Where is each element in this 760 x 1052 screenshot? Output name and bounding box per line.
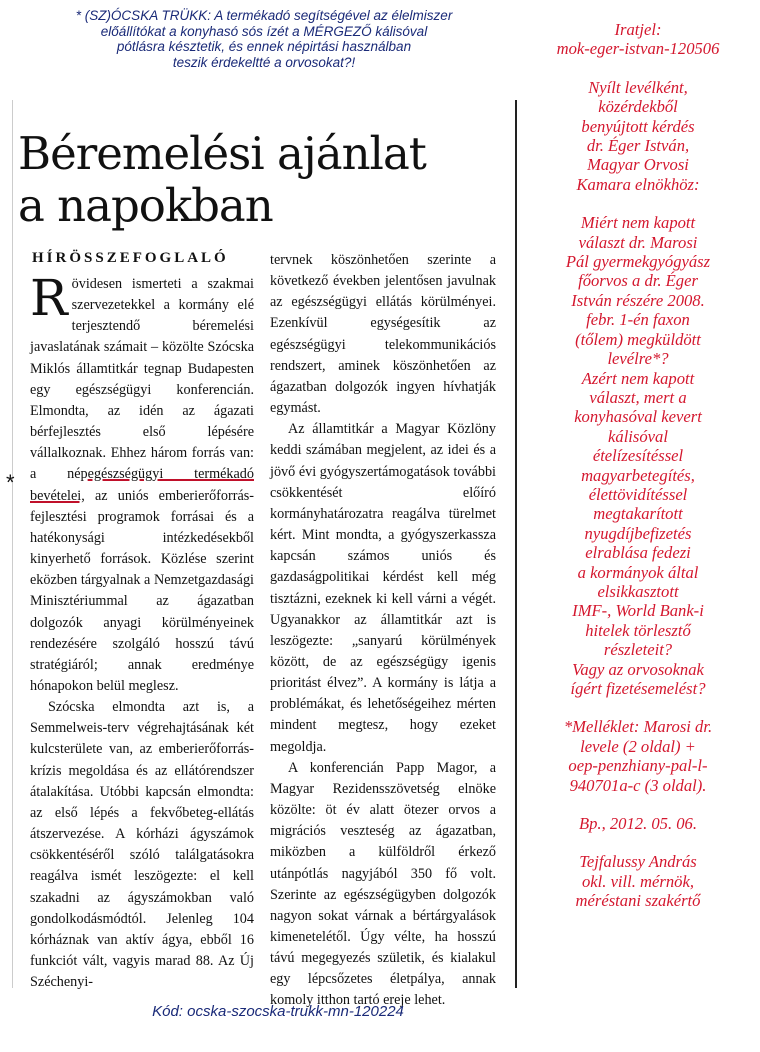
- top-note-line: előállítókat a konyhasó sós ízét a MÉRGEZŐ kálisóval: [100, 23, 428, 39]
- panel-line: Kamara elnökhöz:: [576, 174, 700, 194]
- panel-line: levele (2 oldal) +: [580, 736, 696, 756]
- panel-line: megtakarított: [593, 504, 683, 524]
- panel-line: Azért nem kapott: [581, 368, 695, 388]
- panel-line: a kormányok által: [577, 562, 699, 582]
- panel-line: Vagy az orvosoknak: [572, 659, 704, 679]
- article-paragraph: Az államtitkár a Magyar Közlöny keddi számában megjelent, az idei és a jövő évi gyógyszertámogatások további csökkentését előíró kormányhatározatra reagálva türelmet kért. Mint mondta, a gyógyszerkassza kapcsán számos uniós és gazdaságpolitikai kérdést kell még tisztázni, ezeknek ki kell várni a végét. Ugyanakkor az államtitkár azt is leszögezte: „sanyarú körülmények között, de az egészségügy igenis prioritást élvez”. A kormány is látja a problémákat, és lehetőségeihez mérten mindent megtesz, hogy ezeket megoldja.: [270, 421, 496, 755]
- panel-line: Miért nem kapott: [580, 213, 696, 233]
- panel-line: élettövidítéssel: [588, 484, 688, 504]
- panel-line: választ, mert a: [589, 387, 687, 407]
- article-paragraph: tervnek köszönhetően szerinte a következő években jelentősen javulnak az egészségügyi ellátás körülményei. Ezenkívül egységesítik az egészségügyi telekommunikációs rendszert, aminek köszönhetően az ágazatban dolgozók ingyen hívhatják egymást.: [270, 252, 496, 417]
- dropcap: R: [30, 269, 68, 327]
- asterisk-marker: *: [6, 470, 15, 495]
- panel-line: ételízesítéssel: [592, 446, 684, 466]
- panel-line: magyarbetegítés,: [581, 465, 695, 485]
- article-byline: HÍRÖSSZEFOGLALÓ: [32, 250, 229, 266]
- panel-line: konyhasóval kevert: [574, 407, 702, 427]
- panel-line: méréstani szakértő: [575, 891, 701, 911]
- panel-line: választ dr. Marosi: [578, 232, 698, 252]
- panel-gap: [520, 194, 756, 213]
- panel-line: febr. 1-én faxon: [586, 310, 690, 330]
- panel-gap: [520, 795, 756, 814]
- panel-line: nyugdíjbefizetés: [584, 523, 692, 543]
- panel-line: Iratjel:: [614, 20, 662, 39]
- headline-line: a napokban: [18, 179, 273, 233]
- panel-gap: [520, 833, 756, 852]
- top-note-line: pótlásra késztetik, és ennek népirtási használban: [116, 39, 412, 54]
- panel-line: kálisóval: [608, 426, 668, 446]
- top-note: [14, 8, 514, 70]
- panel-line: IMF-, World Bank-i: [572, 601, 704, 621]
- panel-line: ígért fizetésemelést?: [570, 679, 706, 698]
- panel-line: elsikkasztott: [597, 581, 679, 601]
- panel-line: hitelek törlesztő: [585, 620, 691, 640]
- article-headline: [18, 128, 498, 232]
- panel-line: elrablása fedezi: [585, 543, 691, 563]
- panel-line: okl. vill. mérnök,: [582, 871, 694, 891]
- article-column-right: [270, 250, 496, 1012]
- panel-line: Nyílt levélként,: [588, 77, 688, 97]
- panel-paragraph: [520, 78, 756, 194]
- panel-gap: [520, 59, 756, 78]
- article-paragraph: A konferencián Papp Magor, a Magyar Rezidensszövetség elnöke közölte: öt év alatt ötezer orvos a migrációs veszteség az ágazatban, miközben a külföldről érkező utánpótlás nagyjából 350 fő volt. Szerinte az egészségügyben dolgozók nagyon sokat várnak a bértárgyalások kimenetelétől. Úgy vélte, ha hosszú távú megegyezés születik, és kialakul egy lépcsőzetes életpálya, annak komoly itthon tartó ereje lehet.: [270, 759, 496, 1009]
- panel-line: István részére 2008.: [571, 290, 705, 310]
- panel-paragraph: [520, 20, 756, 59]
- panel-paragraph: [520, 717, 756, 795]
- top-note-line: * (SZ)ÓCSKA TRÜKK: A termékadó segítségével az élelmiszer: [75, 8, 453, 23]
- headline-line: Béremelési ajánlat: [18, 127, 426, 181]
- panel-paragraph: [520, 852, 756, 910]
- article-text: övidesen ismerteti a szakmai szervezetekkel a kormány elé terjesztendő béremelési javaslatának számait – közölte Szócska Miklós államtitkár tegnap Budapesten egy egészségügyi konferencián. Elmondta, az idén az ágazati bérfejlesztés első lépésére vállalkoznak. Ehhez három forrás van: a népegészségügyi termékadó bevételei, az uniós emberierőforrás-fejlesztési programok forrásai és a hatékonysági intézkedésekből kinyerhető források. Közlése szerint eközben tárgyalnak a Nemzetgazdasági Minisztériummal az ágazatban dolgozók anyagi körülményeinek rendezésére szolgáló hosszú távú stratégiáról; annak eredménye hónapokon belül meglesz.: [30, 276, 254, 694]
- panel-line: Bp., 2012. 05. 06.: [579, 814, 697, 834]
- panel-line: főorvos a dr. Éger: [578, 271, 698, 291]
- panel-line: közérdekből: [598, 97, 678, 117]
- article-paragraph: [30, 269, 254, 697]
- panel-line: (tőlem) megküldött: [575, 329, 701, 349]
- article-paragraph: Szócska elmondta azt is, a Semmelweis-terv végrehajtásának két kulcsterülete van, az emberierőforrás-krízis megoldása és az ellátórendszer átalakítása. Utóbbi kapcsán elmondta: az első lépés a fekvőbeteg-ellátás átszervezése. A kórházi ágyszámok csökkentéséről szóló találgatásokra reagálva ismét leszögezte: el kell szakadni az ágyszámokban való gondolkodásmódtól. Jelenleg 104 kórháznak van aktív ágya, ebből 16 funkciót vált, vagyis marad 88. Az Új Széchenyi-: [30, 699, 254, 991]
- panel-line: benyújtott kérdés: [581, 116, 695, 136]
- code-caption: Kód: ocska-szocska-trukk-mn-120224: [152, 1003, 404, 1020]
- panel-line: Magyar Orvosi: [587, 155, 689, 175]
- panel-line: részleteit?: [603, 640, 673, 660]
- panel-line: levélre*?: [607, 349, 669, 369]
- panel-line: 940701a-c (3 oldal).: [569, 775, 707, 795]
- panel-line: oep-penzhiany-pal-l-: [568, 756, 708, 776]
- panel-line: mok-eger-istvan-120506: [556, 39, 720, 59]
- article-column-left: [30, 269, 254, 993]
- panel-line: Pál gyermekgyógyász: [565, 252, 711, 272]
- panel-line: *Melléklet: Marosi dr.: [563, 717, 713, 737]
- panel-line: Tejfalussy András: [579, 852, 697, 872]
- top-note-line: teszik érdekeltté a orvosokat?!: [172, 54, 356, 70]
- highlighted-phrase: egészségügyi termékadó bevételei,: [30, 466, 254, 504]
- panel-line: dr. Éger István,: [586, 136, 690, 156]
- panel-gap: [520, 698, 756, 717]
- panel-paragraph: [520, 814, 756, 833]
- open-letter-panel: [520, 20, 756, 911]
- panel-paragraph: [520, 213, 756, 698]
